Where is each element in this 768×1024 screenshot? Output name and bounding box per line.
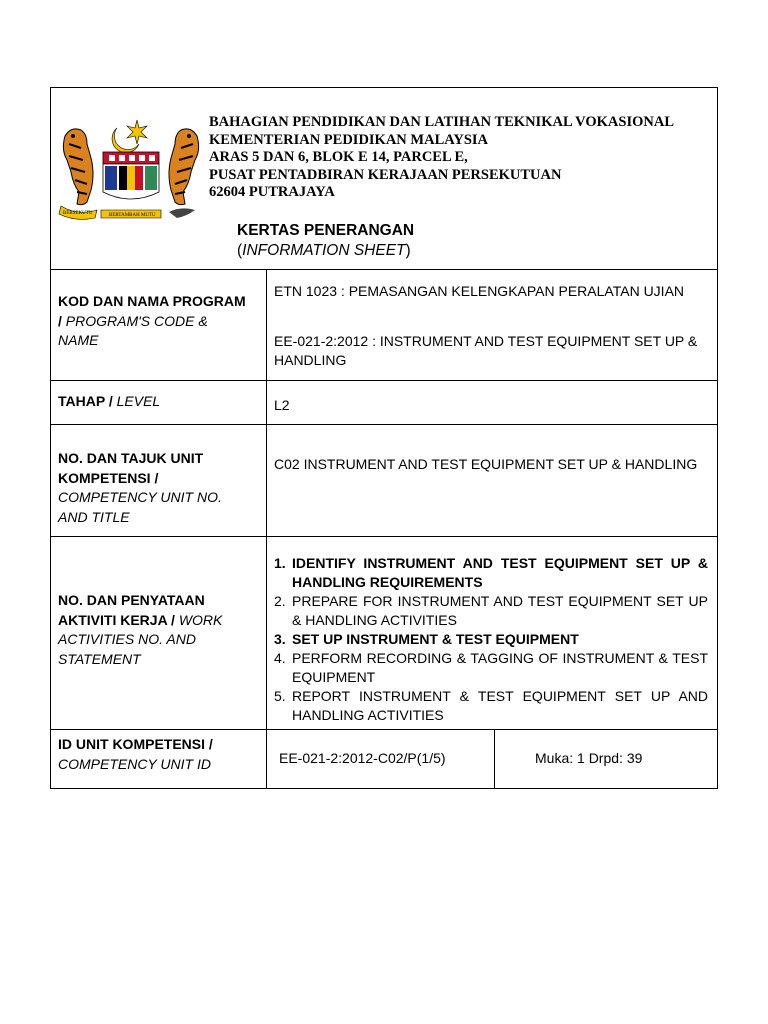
work-activities-row [51,537,717,730]
sheet-title: KERTAS PENERANGAN [237,222,415,239]
unit-id-label-italic: COMPETENCY UNIT ID [58,755,211,772]
program-row [51,269,717,381]
page-info: Muka: 1 Drpd: 39 [535,750,643,766]
unit-label-cell [51,425,267,536]
sheet-header [51,88,717,270]
program-code-malay: ETN 1023 : PEMASANGAN KELENGKAPAN PERALATAN UJIAN [274,283,685,299]
org-line: 62604 PUTRAJAYA [209,184,335,200]
activity-number: 2. [274,593,286,609]
org-line: BAHAGIAN PENDIDIKAN DAN LATIHAN TEKNIKAL VOKASIONAL [209,114,674,130]
unit-label [58,449,248,527]
activity-item [274,687,708,725]
level-value-cell [267,381,717,424]
competency-unit-row [51,425,717,537]
program-label [58,292,248,351]
unit-value-cell [267,425,717,536]
activity-item [274,592,708,630]
activity-number: 1. [274,555,286,571]
unit-label-bold: NO. DAN TAJUK UNIT KOMPETENSI / [58,450,204,486]
unit-id-label-bold: ID UNIT KOMPETENSI / [58,736,213,752]
unit-id-label [58,735,263,774]
unit-label-italic: COMPETENCY UNIT NO. AND TITLE [58,489,222,525]
activity-number: 4. [274,650,286,666]
level-value: L2 [274,397,290,413]
organization-address [209,114,674,202]
unit-id-value: EE-021-2:2012-C02/P(1/5) [279,750,446,766]
competency-unit-id-row [51,730,717,788]
activity-text: IDENTIFY INSTRUMENT AND TEST EQUIPMENT SET UP & HANDLING REQUIREMENTS [292,555,708,590]
activities-list [274,554,708,725]
org-line: ARAS 5 DAN 6, BLOK E 14, PARCEL E, [209,149,468,165]
activity-number: 3. [274,631,286,647]
activity-item [274,649,708,687]
unit-id-value-cell [267,730,717,788]
program-code-english: EE-021-2:2012 : INSTRUMENT AND TEST EQUIPMENT SET UP & HANDLING [274,333,698,368]
level-label [58,392,160,412]
level-label-italic: LEVEL [116,393,161,409]
activity-number: 5. [274,688,286,704]
activity-item [274,630,708,649]
unit-id-label-cell [51,730,267,788]
program-label-bold: KOD DAN NAMA PROGRAM / [58,293,246,329]
level-row [51,381,717,425]
activities-label [58,591,258,669]
program-value-cell [267,269,717,380]
activity-text: SET UP INSTRUMENT & TEST EQUIPMENT [292,631,579,647]
information-sheet-frame [50,87,718,789]
level-label-cell [51,381,267,424]
crest-motto-left: BERSEKUTU [63,211,93,216]
activities-label-bold: NO. DAN PENYATAAN AKTIVITI KERJA / [58,592,205,628]
malaysia-coat-of-arms-logo [57,114,205,224]
activity-text: PREPARE FOR INSTRUMENT AND TEST EQUIPMENT SET UP & HANDLING ACTIVITIES [292,593,708,628]
unit-value: C02 INSTRUMENT AND TEST EQUIPMENT SET UP & HANDLING [274,456,698,472]
activity-item [274,554,708,592]
crest-motto-right: BERTAMBAH MUTU [109,213,156,218]
activity-text: REPORT INSTRUMENT & TEST EQUIPMENT SET UP AND HANDLING ACTIVITIES [292,688,708,723]
sheet-subtitle-text: INFORMATION SHEET [242,242,406,259]
unit-id-code-cell [267,730,495,788]
program-label-cell [51,269,267,380]
activity-text: PERFORM RECORDING & TAGGING OF INSTRUMENT & TEST EQUIPMENT [292,650,708,685]
org-line: KEMENTERIAN PEDIDIKAN MALAYSIA [209,131,489,148]
activities-label-italic: WORK ACTIVITIES NO. AND STATEMENT [58,611,223,667]
activities-value-cell [267,537,717,729]
org-line: PUSAT PENTADBIRAN KERAJAAN PERSEKUTUAN [209,166,562,183]
activities-label-cell [51,537,267,729]
level-label-bold: TAHAP / [58,393,113,409]
program-label-italic: PROGRAM'S CODE & NAME [58,312,208,348]
sheet-subtitle: (INFORMATION SHEET) [237,242,411,259]
